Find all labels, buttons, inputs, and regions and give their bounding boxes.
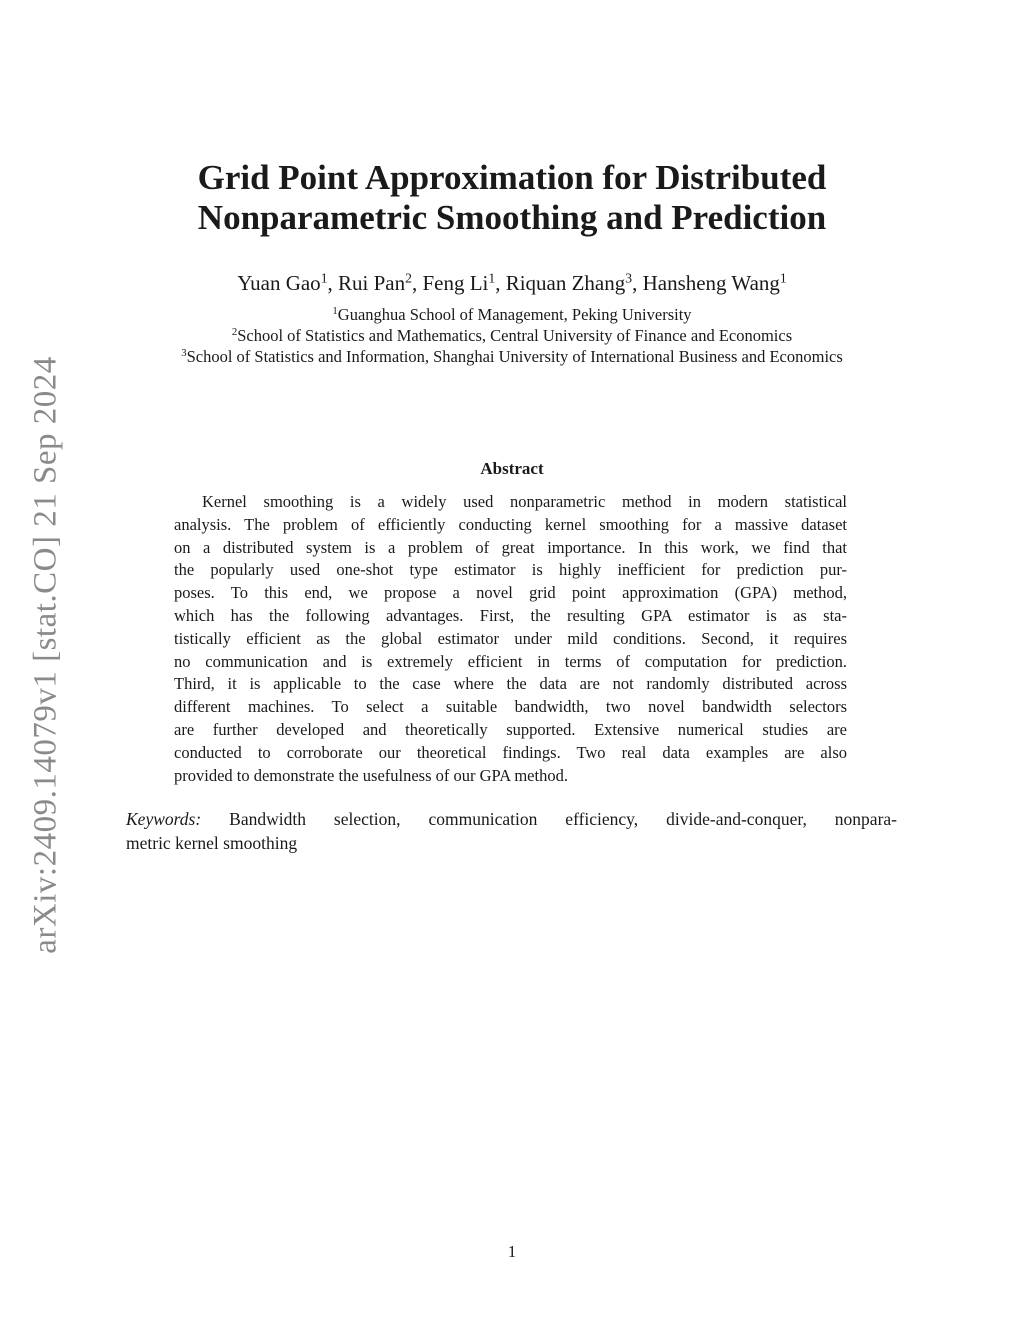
abstract-line: tistically efficient as the global estimator under mild conditions. Second, it requires [174, 628, 847, 648]
affiliation: $^1$Guanghua School of Management, Peking University [332, 305, 692, 324]
keywords [126, 807, 897, 855]
author: Yuan Gao$^1$, [237, 270, 339, 295]
abstract-line: analysis. The problem of efficiently conducting kernel smoothing for a massive dataset [174, 514, 847, 534]
abstract-heading: Abstract [480, 459, 544, 478]
abstract-line: Third, it is applicable to the case where the data are not randomly distributed across [174, 674, 847, 694]
paper-title [0, 158, 1024, 238]
abstract-line: different machines. To select a suitable bandwidth, two novel bandwidth selectors [174, 697, 847, 717]
affiliation-list [0, 304, 1024, 367]
abstract-line: Kernel smoothing is a widely used nonparametric method in modern statistical [202, 492, 847, 511]
abstract-line: the popularly used one-shot type estimator is highly inefficient for prediction pur- [174, 560, 847, 580]
abstract-body [174, 491, 847, 787]
author: Rui Pan$^2$, [338, 270, 423, 295]
abstract-line: are further developed and theoretically supported. Extensive numerical studies are [174, 719, 847, 739]
affiliation: $^3$School of Statistics and Information, Shanghai University of International Business and Economics [181, 347, 843, 366]
keywords-line [126, 807, 897, 831]
author: Feng Li$^1$, [422, 270, 506, 295]
title-line-2: Nonparametric Smoothing and Prediction [197, 198, 827, 237]
arxiv-identifier-stamp: arXiv:2409.14079v1 [stat.CO] 21 Sep 2024 [27, 356, 64, 954]
abstract-line: conducted to corroborate our theoretical findings. Two real data examples are also [174, 742, 847, 762]
author-list [0, 270, 1024, 296]
abstract-line: poses. To this end, we propose a novel grid point approximation (GPA) method, [174, 583, 847, 603]
abstract-line: provided to demonstrate the usefulness of our GPA method. [174, 765, 568, 785]
abstract-line: which has the following advantages. First, the resulting GPA estimator is as sta- [174, 605, 847, 625]
author: Riquan Zhang$^3$, [505, 270, 643, 295]
keywords-label: Keywords: [126, 809, 202, 829]
title-line-1: Grid Point Approximation for Distributed [197, 158, 827, 197]
abstract-line: no communication and is extremely efficient in terms of computation for prediction. [174, 651, 847, 671]
page-number: 1 [507, 1242, 517, 1261]
abstract-line: on a distributed system is a problem of great importance. In this work, we find that [174, 537, 847, 557]
keywords-text: Bandwidth selection, communication efficiency, divide-and-conquer, nonpara- [229, 809, 897, 829]
affiliation: $^2$School of Statistics and Mathematics, Central University of Finance and Economics [231, 326, 793, 345]
keywords-line: metric kernel smoothing [126, 833, 298, 853]
author: Hansheng Wang$^1$ [642, 270, 787, 295]
